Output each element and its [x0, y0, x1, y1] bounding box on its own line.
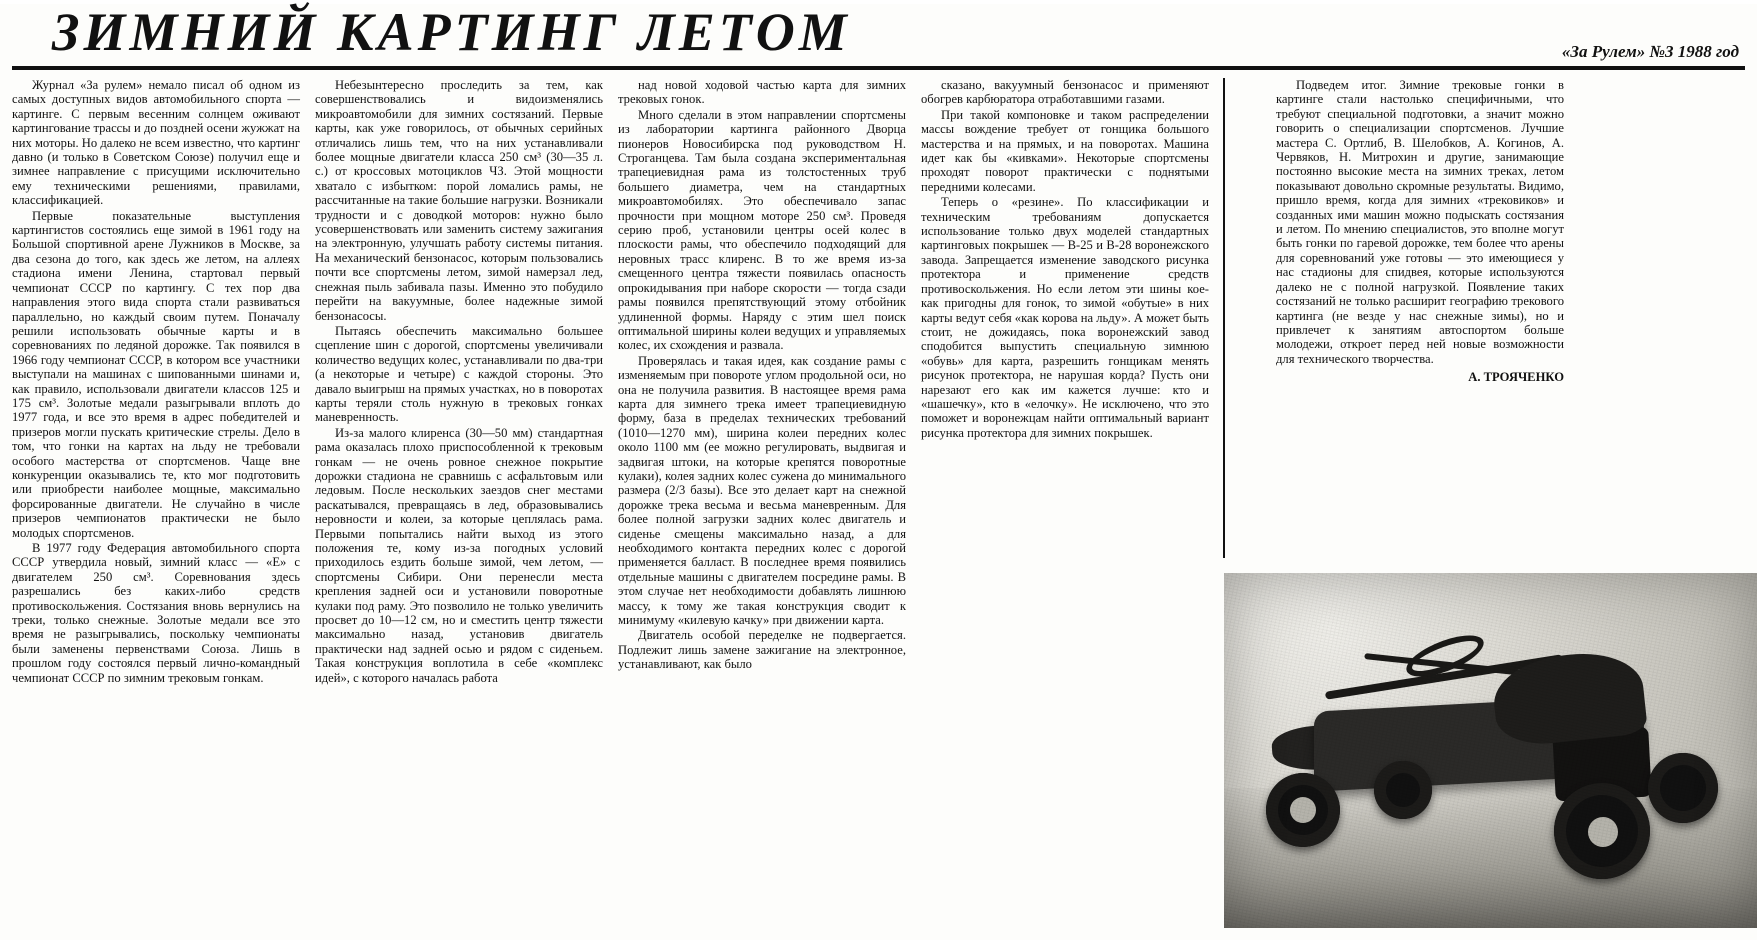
article-column-5: [1276, 78, 1564, 385]
paragraph: Журнал «За рулем» немало писал об одном из самых доступных видов автомобильного спорта — картинге. С первым весенним солнцем оживают картингование трассы и до поздней осени жужжат на них моторы. Но далеко не всем известно, что картинг давно (и только в Советском Союзе) получил еще и зимнее направление с присущими исключительно ему техническими решениями, правилами, классификацией.: [12, 78, 300, 208]
masthead: [12, 4, 1745, 70]
article-column-4: [921, 78, 1209, 440]
author-signature: А. ТРОЯЧЕНКО: [1468, 370, 1564, 385]
paragraph: Теперь о «резине». По классификации и техническим требованиям допускается использование только двух моделей стандартных картинговых покрышек — В-25 и В-28 воронежского завода. Запрещается изменение заводского рисунка протектора и применение средств противоскольжения. Но если летом эти шины кое-как пригодны для гонок, то зимой «обутые» в них карты ведут себя «как корова на льду». А может быть стоит, не дожидаясь, пока воронежский завод сподобится выпустить специальную зимнюю «обувь» для карта, разрешить гонщикам менять рисунок протектора, не нарушая корда? Пусть они нарезают его как им кажется лучше: кто и «шашечку», кто в «елочку». Не исключено, что это поможет и воронежцам найти оптимальный вариант рисунка протектора для зимних покрышек.: [921, 195, 1209, 440]
article-column-3: [618, 78, 906, 672]
newspaper-page: [0, 4, 1757, 940]
article-column-2: [315, 78, 603, 685]
paragraph: Двигатель особой переделке не подвергается. Подлежит лишь замене зажигание на электронное, устанавливают, как было: [618, 628, 906, 672]
photo-grain-overlay: [1224, 573, 1757, 928]
paragraph: При такой компоновке и таком распределении массы вождение требует от гонщика большого мастерства и на прямых, и на поворотах. Машина идет как бы «кивками». Некоторые спортсмены проходят поворот практически с поднятыми передними колесами.: [921, 107, 1209, 194]
paragraph: сказано, вакуумный бензонасос и применяют обогрев карбюратора отработавшими газами.: [921, 78, 1209, 107]
paragraph: Первые показательные выступления картингистов состоялись еще зимой в 1961 году на Большой спортивной арене Лужников в Москве, за два сезона до того, как здесь же летом, на аллеях стадиона имени Ленина, стартовал первый чемпионат СССР по картингу. С тех пор два направления этого вида спорта стали развиваться параллельно, но каждый своим путем. Поначалу решили использовать обычные карты и в соревнованиях по ледяной дорожке. Так появился в 1966 году чемпионат СССР, в котором все участники выступали на машинах с шипованными шинами и, как правило, использовали двигатели классов 125 и 175 см³. Золотые медали разыгрывали вплоть до 1977 года, и все это время в адрес победителей и призеров могли пускать критические стрелы. Дело в том, что гонки на картах на льду не требовали особого мастерства от спортсменов. Чаще вне конкуренции оказывались те, кто мог подготовить или приобрести наиболее мощные, максимально форсированные двигатели. Не случайно в числе призеров чемпионатов практически не было молодых спортсменов.: [12, 208, 300, 540]
article-column-1: [12, 78, 300, 685]
article-body: [12, 78, 1745, 928]
paragraph: над новой ходовой частью карта для зимних трековых гонок.: [618, 78, 906, 107]
kart-photo: [1224, 573, 1757, 928]
paragraph: Из-за малого клиренса (30—50 мм) стандартная рама оказалась плохо приспособленной к трековым гонкам — не очень ровное снежное покрытие дорожки стадиона не сравнишь с асфальтовым или ледовым. После нескольких заездов снег местами раскатывался, превращаясь в лед, образовывались неровности и колеи, за которые цеплялась рама. Первыми попытались найти выход из этого положения те, кому из-за погодных условий приходилось ездить больше зимой, чем летом, — спортсмены Сибири. Они перенесли места крепления задней оси и установили поворотные кулаки под раму. Это позволило не только увеличить просвет до 10—12 см, но и сместить центр тяжести максимально назад, установив двигатель практически над задней осью и рядом с сиденьем. Такая конструкция воплотила в себе «комплекс идей», с которого началась работа: [315, 425, 603, 685]
paragraph: В 1977 году Федерация автомобильного спорта СССР утвердила новый, зимний класс — «Е» с двигателем 250 см³. Соревнования здесь разрешались без каких-либо средств противоскольжения. Состязания вновь вернулись на треки, только снежные. Золотые медали все это время не разыгрывались, поскольку чемпионаты были заменены первенствами Союза. Лишь в прошлом году состоялся первый лично-командный чемпионат СССР по зимним трековым гонкам.: [12, 541, 300, 685]
column-divider: [1223, 78, 1225, 558]
issue-reference: «За Рулем» №3 1988 год: [1561, 42, 1739, 61]
paragraph: Небезынтересно проследить за тем, как совершенствовались и видоизменялись микроавтомобили для зимних состязаний. Первые карты, как уже говорилось, от обычных серийных отличались лишь тем, что на них устанавливали более мощные двигатели класса 250 см³ (30—35 л. с.) от кроссовых мотоциклов ЧЗ. Этой мощности хватало с избытком: порой ломались рамы, не рассчитанные на такие большие нагрузки. Возникали трудности и с доводкой моторов: нужно было усовершенствовать или заменить систему зажигания на электронную, улучшать работу системы питания. На механический бензонасос, которым пользовались почти все спортсмены летом, зимой намерзал лед, снежная пыль забивала пазы. Именно это побудило перейти на вакуумные, более надежные зимой бензонасосы.: [315, 78, 603, 323]
paragraph: Проверялась и такая идея, как создание рамы с изменяемым при повороте углом продольной оси, но она не получила развития. В настоящее время рама карта для зимнего трека имеет трапециевидную форму, база в пределах технических требований (1010—1270 мм), ширина колеи передних колес около 1100 мм (ее можно регулировать, выдвигая и задвигая штоки, на которые крепятся поворотные кулаки), колея задних колес сужена до минимального размера (2/3 базы). Все это делает карт на снежной дорожке трека весьма и весьма маневренным. Для более полной загрузки задних колес двигатель и сиденье смещены максимально назад, а для необходимого контакта передних колес с дорогой применяется балласт. В последнее время появились отдельные машины с двигателем посредине рамы. В этом случае нет необходимости добавлять лишнюю массу, к тому же такая конструкция сводит к минимуму «килевую качку» при движении карта.: [618, 353, 906, 628]
paragraph: Пытаясь обеспечить максимально большее сцепление шин с дорогой, спортсмены увеличивали количество ведущих колес, устанавливали по два-три (а некоторые и четыре) с каждой стороны. Это давало выигрыш на прямых участках, но в поворотах карты теряли столь нужную в трековых гонках маневренность.: [315, 323, 603, 425]
page-title: ЗИМНИЙ КАРТИНГ ЛЕТОМ: [52, 2, 851, 62]
paragraph: Много сделали в этом направлении спортсмены из лаборатории картинга районного Дворца пионеров Новосибирска под руководством Н. Строганцева. Там была создана экспериментальная трапециевидная рама из толстостенных труб большего диаметра, чем на стандартных микроавтомобилях. Это обеспечивало запас прочности при мощном моторе 250 см³. Проведя серию проб, установили центры осей колес в плоскости рамы, что обеспечило подходящий для неровных трасс клиренс. В то же время из-за смещенного центра тяжести появилась опасность опрокидывания при наборе скорости — тогда сзади рамы появился препятствующий этому отбойник удлиненной формы. Наряду с этим шел поиск оптимальной ширины колеи ведущих и управляемых колес, их схождения и развала.: [618, 107, 906, 353]
paragraph: Подведем итог. Зимние трековые гонки в картинге стали настолько специфичными, что требуют специальной подготовки, а значит можно говорить о специализации спортсменов. Лучшие мастера С. Ортлиб, В. Шелобков, А. Когинов, А. Червяков, Н. Митрохин и другие, занимающие постоянно высокие места на зимних треках, летом показывают довольно скромные результаты. Видимо, пришло время, когда для зимних «трековиков» и созданных ими машин можно подыскать состязания и летом. По мнению специалистов, это вполне могут быть гонки по гаревой дорожке, тем более что арены для соревнований уже готовы — это имеющиеся у нас стадионы для спидвея, которые используются далеко не с полной нагрузкой. Появление таких состязаний не только расширит географию трекового картинга (не везде у нас снежные зимы), но и привлечет к занятиям автоспортом больше молодежи, откроет перед ней новые возможности для технического творчества.: [1276, 78, 1564, 366]
